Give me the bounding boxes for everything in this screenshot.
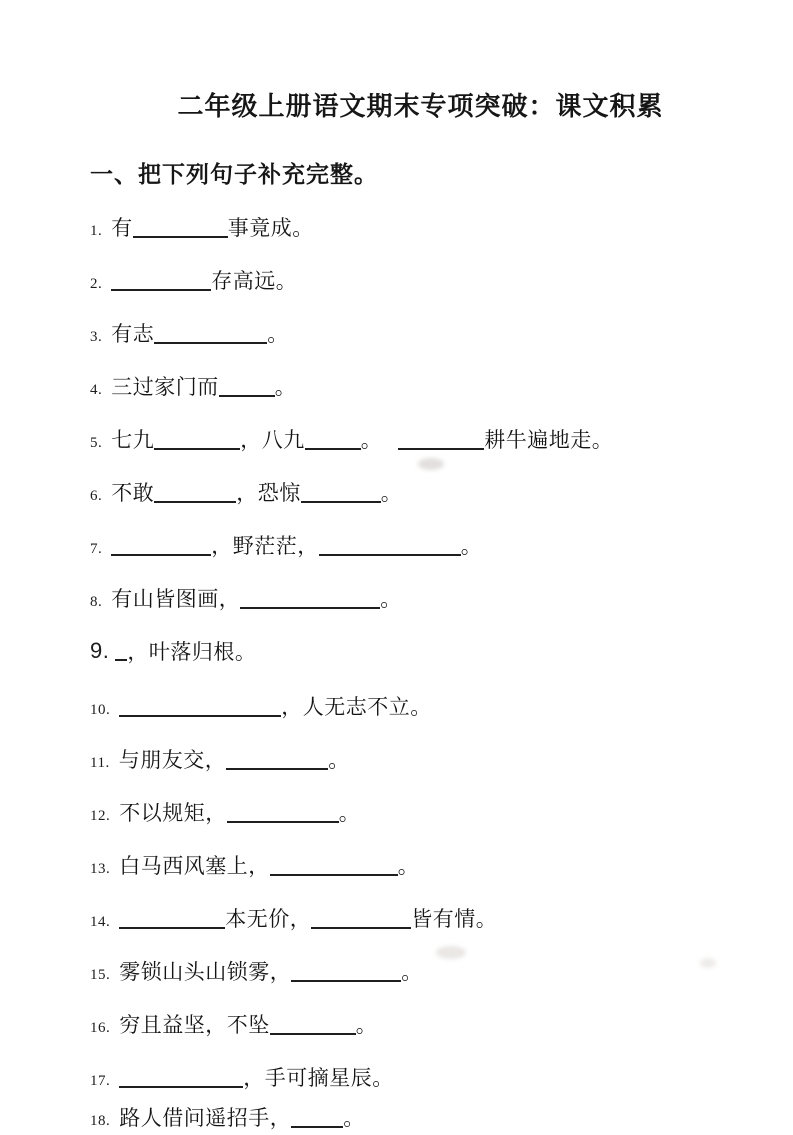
fill-in-blank — [398, 428, 484, 450]
item-number: 8. — [90, 593, 103, 610]
fill-in-blank — [154, 322, 267, 344]
worksheet-item — [90, 798, 751, 830]
fill-in-blank — [111, 269, 211, 291]
fill-in-blank — [111, 534, 211, 556]
item-text: 。 — [401, 961, 423, 985]
worksheet-item — [90, 637, 751, 667]
worksheet-item — [90, 372, 751, 404]
item-text: 。 — [267, 322, 289, 346]
item-text: 。 — [380, 587, 402, 611]
item-number: 13. — [90, 861, 111, 878]
item-number: 4. — [90, 381, 103, 398]
fill-in-blank — [319, 534, 461, 556]
fill-in-blank — [291, 960, 401, 982]
item-number: 12. — [90, 808, 111, 825]
worksheet-item — [90, 478, 751, 510]
item-text: 本无价， — [225, 908, 312, 932]
section-heading: 一、把下列句子补充完整。 — [90, 161, 378, 187]
item-text: 。 — [460, 534, 483, 558]
item-number: 1. — [90, 222, 103, 239]
item-text: 有 — [111, 216, 133, 240]
item-text: 穷且益坚，不坠 — [119, 1014, 270, 1037]
worksheet-item — [90, 425, 751, 457]
item-number: 16. — [90, 1020, 111, 1036]
worksheet-item — [90, 266, 751, 298]
item-text: 存高远。 — [211, 269, 298, 293]
fill-in-blank — [119, 1066, 243, 1088]
fill-in-blank — [219, 375, 275, 397]
worksheet-item — [90, 957, 751, 989]
item-text: 白马西风塞上， — [119, 855, 270, 879]
item-text: 。 — [380, 481, 403, 505]
item-text: ，叶落归根。 — [127, 640, 257, 664]
item-text: 有山皆图画， — [111, 587, 241, 611]
worksheet-item — [90, 851, 751, 883]
item-number: 17. — [90, 1072, 111, 1089]
fill-in-blank — [301, 481, 381, 503]
item-number: 7. — [90, 540, 103, 557]
worksheet-item — [90, 531, 751, 563]
worksheet-items — [90, 213, 751, 1135]
page-title: 二年级上册语文期末专项突破：课文积累 — [177, 91, 664, 121]
fill-in-blank — [154, 428, 240, 450]
item-number: 18. — [90, 1112, 111, 1129]
item-text: 事竟成。 — [227, 216, 314, 240]
item-text: 不以规矩， — [119, 802, 227, 826]
item-number: 10. — [90, 702, 111, 719]
item-text: 耕牛遍地走。 — [484, 428, 614, 452]
fill-in-blank — [226, 748, 328, 770]
item-text: 。 — [338, 802, 361, 826]
item-text: 三过家门而 — [111, 375, 219, 399]
fill-in-blank — [311, 907, 411, 929]
fill-in-blank — [305, 428, 361, 450]
item-number: 15. — [90, 967, 111, 984]
item-text: ，人无志不立。 — [281, 696, 432, 720]
item-text: ，恐惊 — [236, 481, 301, 505]
worksheet-item — [90, 1063, 751, 1095]
item-text: 。 — [343, 1106, 365, 1130]
item-text: ，八九 — [240, 428, 305, 452]
worksheet-item — [90, 1010, 751, 1042]
fill-in-blank — [133, 216, 228, 238]
worksheet-item — [90, 213, 751, 245]
fill-in-blank — [154, 481, 236, 503]
worksheet-item — [90, 584, 751, 616]
item-text: 。 — [274, 375, 297, 399]
item-text: 有志 — [111, 322, 155, 346]
fill-in-blank — [119, 695, 281, 717]
fill-in-blank — [119, 907, 225, 929]
item-text: 与朋友交， — [118, 749, 227, 773]
item-number: 2. — [90, 275, 103, 292]
worksheet-item — [90, 1103, 751, 1135]
worksheet-item — [90, 692, 751, 724]
fill-in-blank — [227, 801, 339, 823]
item-number: 14. — [90, 914, 111, 931]
item-text: 七九 — [111, 428, 155, 452]
fill-in-blank — [115, 640, 127, 662]
worksheet-item — [90, 319, 751, 351]
item-text: 皆有情。 — [411, 908, 498, 932]
item-text: 路人借问遥招手， — [119, 1106, 292, 1130]
worksheet-item — [90, 745, 751, 777]
item-text: 雾锁山头山锁雾， — [119, 961, 292, 985]
item-number: 6. — [90, 487, 103, 504]
worksheet-item — [90, 904, 751, 936]
item-text: 不敢 — [111, 481, 155, 505]
fill-in-blank — [240, 587, 380, 609]
item-number: 3. — [90, 328, 103, 345]
item-text: 。 — [328, 749, 350, 773]
fill-in-blank — [270, 1013, 356, 1035]
item-text: ，手可摘星辰。 — [243, 1066, 394, 1090]
item-number: 5. — [90, 434, 103, 451]
item-text: 。 — [355, 1014, 378, 1037]
item-text: 。 — [360, 428, 383, 452]
item-text: 。 — [397, 855, 420, 879]
item-number: 9. — [90, 638, 110, 664]
fill-in-blank — [270, 854, 398, 876]
item-text: ，野茫茫， — [211, 534, 319, 558]
fill-in-blank — [291, 1106, 343, 1128]
item-number: 11. — [90, 755, 110, 772]
